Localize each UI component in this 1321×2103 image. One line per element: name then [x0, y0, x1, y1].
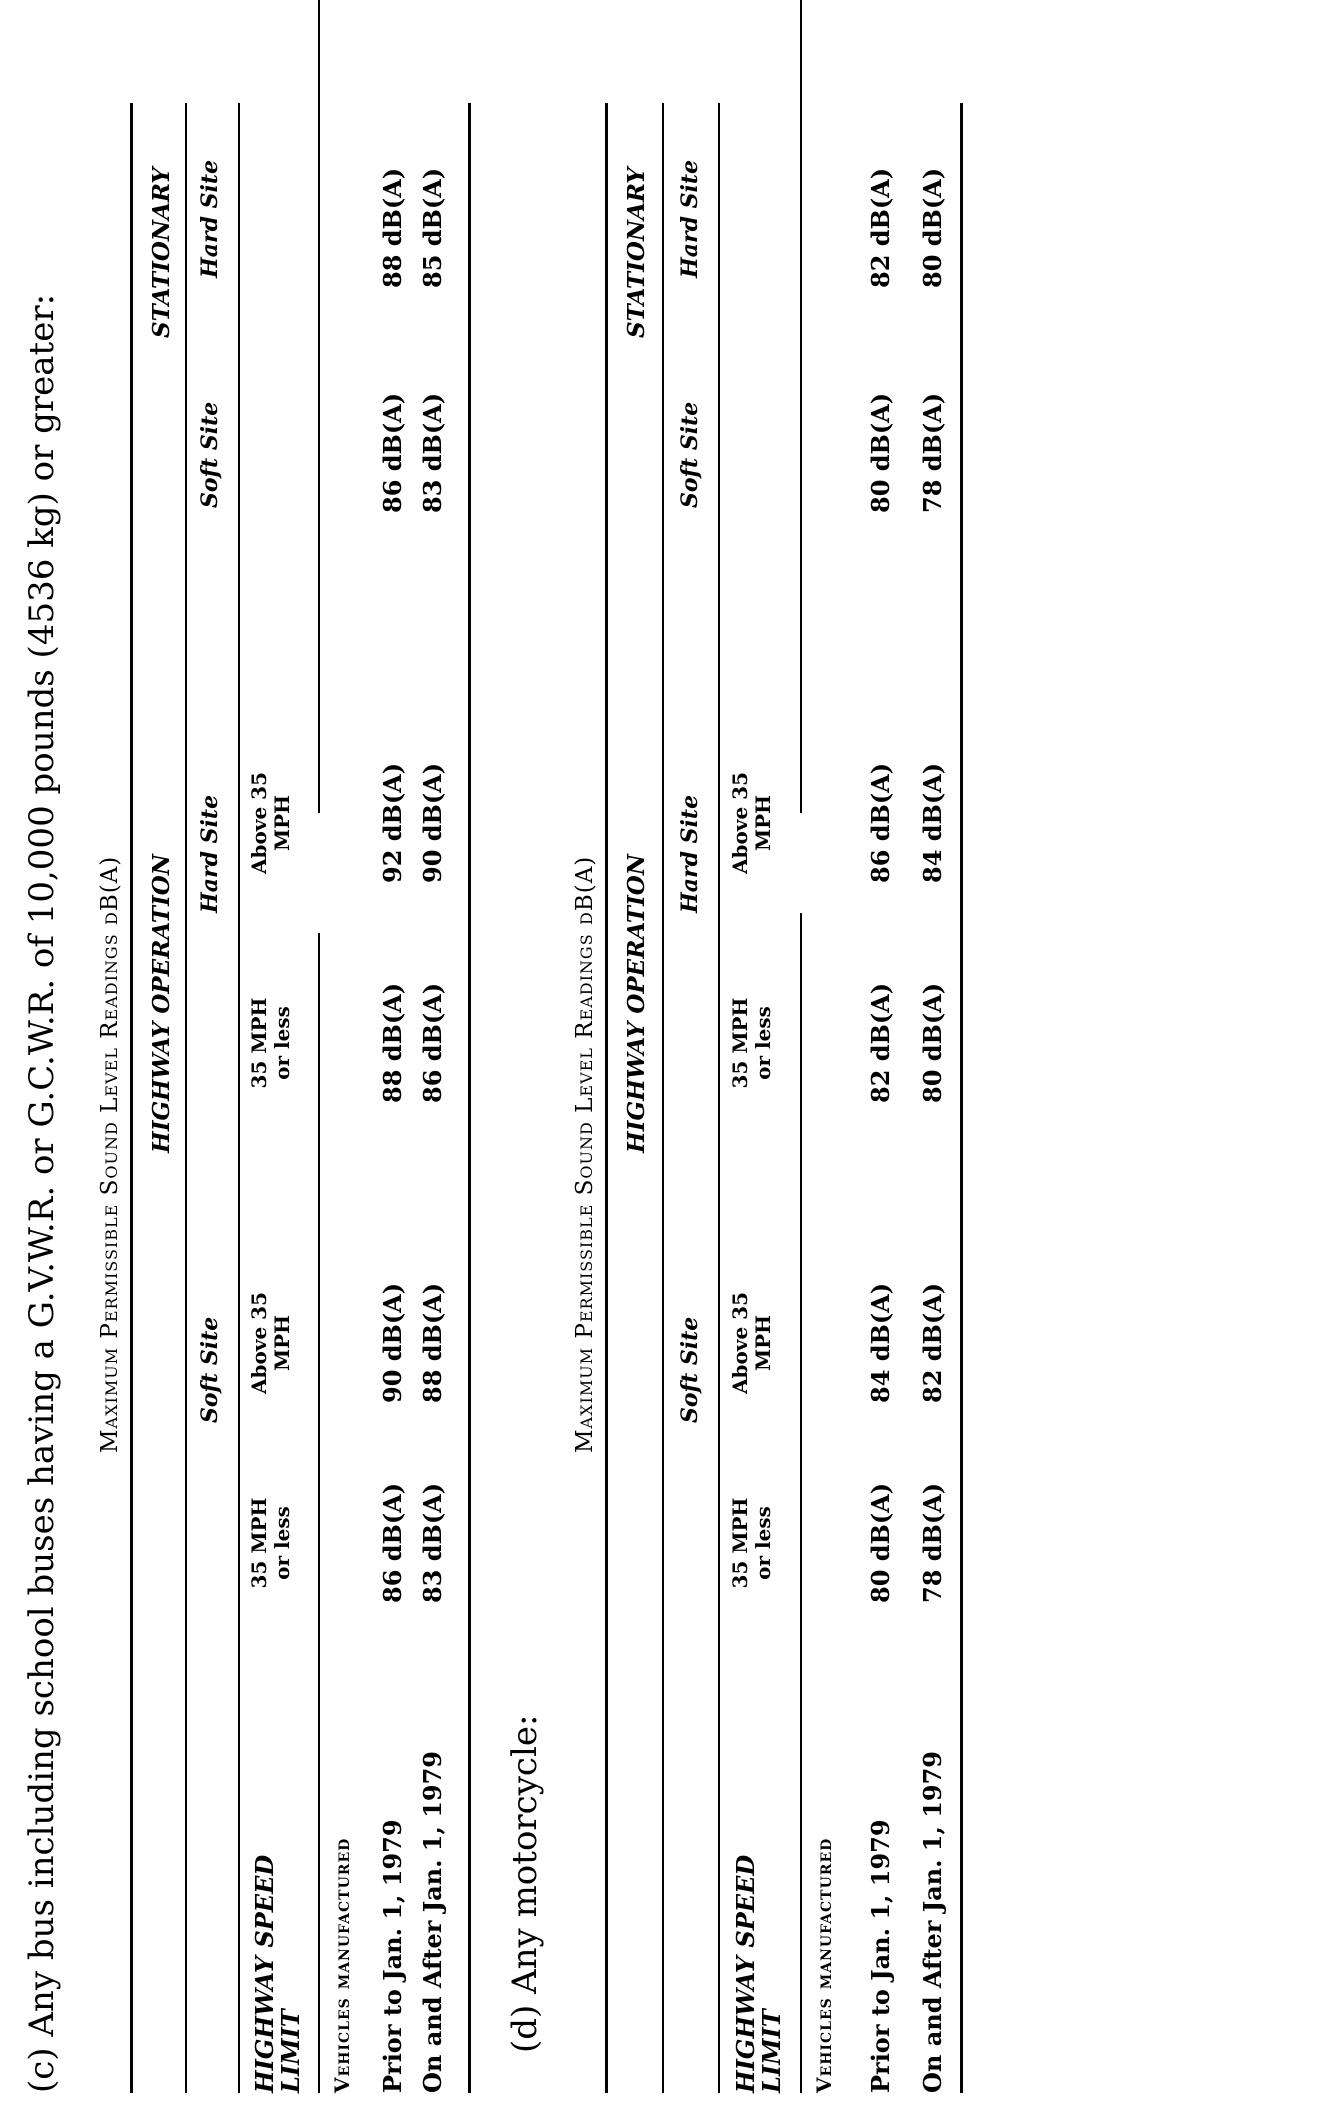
table-c-stationary-hard: Hard Site [197, 159, 223, 278]
table-d-hard-above-35: Above 35 MPH [728, 772, 775, 874]
table-c-top-rule [130, 103, 133, 2093]
table-c-hard-35-less: 35 MPH or less [247, 997, 294, 1089]
table-c-bottom-rule [468, 103, 471, 2093]
table-d-speed-rule-b [800, 0, 802, 813]
table-c-soft-35-less: 35 MPH or less [247, 1497, 294, 1589]
table-d-row2-soft-above: 82 dB(A) [918, 1282, 947, 1403]
table-c-hard-site: Hard Site [197, 794, 223, 913]
table-c-row2-soft-above: 88 dB(A) [418, 1282, 447, 1403]
table-c-row2-soft-35: 83 dB(A) [418, 1482, 447, 1603]
table-c-row2-label: On and After Jan. 1, 1979 [418, 1751, 447, 2093]
table-d-speed-rule [800, 913, 802, 2093]
table-c-row1-hard-above: 92 dB(A) [378, 762, 407, 883]
table-c-row2-stat-hard: 85 dB(A) [418, 167, 447, 288]
table-c-row1-soft-35: 86 dB(A) [378, 1482, 407, 1603]
table-d-stationary-hard: Hard Site [677, 159, 703, 278]
table-c-row2-hard-35: 86 dB(A) [418, 982, 447, 1103]
table-d-row1-soft-above: 84 dB(A) [866, 1282, 895, 1403]
table-d-row1-stat-hard: 82 dB(A) [866, 167, 895, 288]
table-d-top-rule [605, 103, 608, 2093]
table-d-bottom-rule [960, 103, 963, 2093]
section-c-caption: (c) Any bus including school buses having a G.V.W.R. or G.C.W.R. of 10,000 pounds (4536 kg) or greater: [22, 293, 62, 2093]
table-d-row2-hard-35: 80 dB(A) [918, 982, 947, 1103]
table-d-stationary: STATIONARY [623, 167, 650, 338]
table-d-row2-stat-hard: 80 dB(A) [918, 167, 947, 288]
table-c-hard-above-35: Above 35 MPH [247, 772, 294, 874]
table-c-row1-soft-above: 90 dB(A) [378, 1282, 407, 1403]
table-c-row2-stat-soft: 83 dB(A) [418, 392, 447, 513]
table-d-soft-35-less: 35 MPH or less [728, 1497, 775, 1589]
table-d-sub-rule [662, 103, 664, 2093]
table-d-speed-limit-label: HIGHWAY SPEED LIMIT [731, 1854, 786, 2093]
table-c-highway-operation: HIGHWAY OPERATION [148, 854, 175, 1153]
table-d-hard-35-less: 35 MPH or less [728, 997, 775, 1089]
table-d-vehicles-mfg: Vehicles manufactured [812, 1837, 836, 2093]
table-d-hard-site: Hard Site [677, 794, 703, 913]
table-d-header-rule [718, 103, 720, 2093]
table-c-row1-label: Prior to Jan. 1, 1979 [378, 1819, 407, 2093]
section-d-caption: (d) Any motorcycle: [505, 1714, 545, 2053]
table-c-title: Maximum Permissible Sound Level Readings dB(A) [97, 855, 123, 1453]
table-d-soft-above-35: Above 35 MPH [728, 1292, 775, 1394]
table-c-speed-rule-b [318, 0, 320, 813]
table-c-row1-hard-35: 88 dB(A) [378, 982, 407, 1103]
table-d-title: Maximum Permissible Sound Level Readings dB(A) [572, 855, 598, 1453]
table-d-row1-soft-35: 80 dB(A) [866, 1482, 895, 1603]
table-c-speed-rule [318, 933, 320, 2093]
table-d-row2-soft-35: 78 dB(A) [918, 1482, 947, 1603]
table-d-row1-hard-above: 86 dB(A) [866, 762, 895, 883]
table-d-row1-stat-soft: 80 dB(A) [866, 392, 895, 513]
table-d-highway-operation: HIGHWAY OPERATION [623, 854, 650, 1153]
table-c-speed-limit-label: HIGHWAY SPEED LIMIT [250, 1854, 305, 2093]
table-c-row1-stat-soft: 86 dB(A) [378, 392, 407, 513]
table-d-row1-hard-35: 82 dB(A) [866, 982, 895, 1103]
table-c-header-rule [238, 103, 240, 2093]
table-d-row2-hard-above: 84 dB(A) [918, 762, 947, 883]
table-d-stationary-soft: Soft Site [677, 401, 703, 508]
table-c-soft-above-35: Above 35 MPH [247, 1292, 294, 1394]
table-c-sub-rule [185, 103, 187, 2093]
table-d-row2-stat-soft: 78 dB(A) [918, 392, 947, 513]
table-c-row2-hard-above: 90 dB(A) [418, 762, 447, 883]
table-d-soft-site: Soft Site [677, 1316, 703, 1423]
table-c-stationary-soft: Soft Site [197, 401, 223, 508]
table-c-stationary: STATIONARY [148, 167, 175, 338]
table-c-soft-site: Soft Site [197, 1316, 223, 1423]
table-d-row2-label: On and After Jan. 1, 1979 [918, 1751, 947, 2093]
table-c-vehicles-mfg: Vehicles manufactured [330, 1837, 354, 2093]
table-d-row1-label: Prior to Jan. 1, 1979 [866, 1819, 895, 2093]
table-c-row1-stat-hard: 88 dB(A) [378, 167, 407, 288]
